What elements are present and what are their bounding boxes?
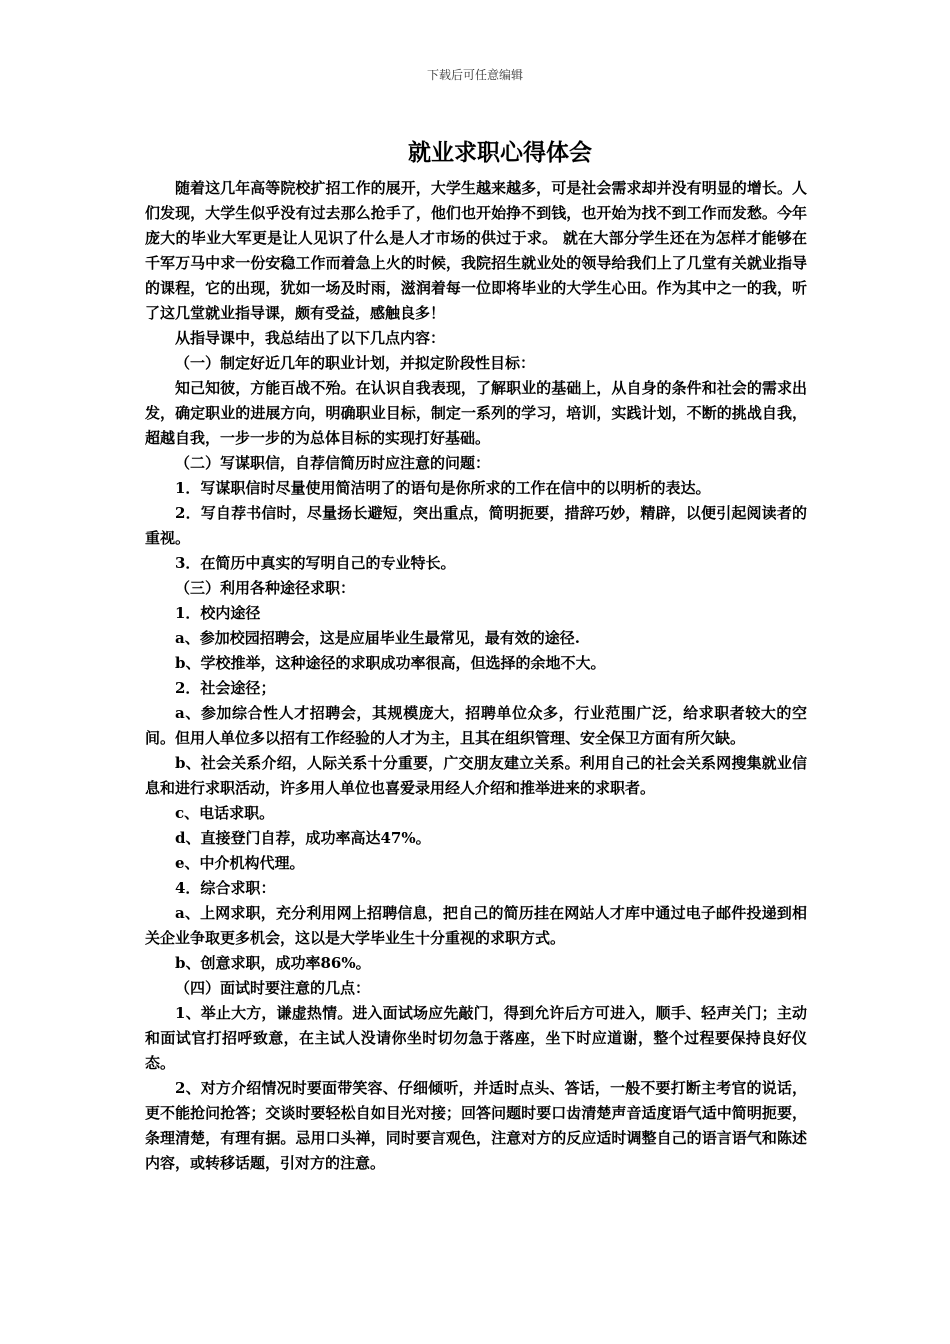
section-heading: （三）利用各种途径求职： xyxy=(175,579,356,597)
list-item: 2．写自荐书信时，尽量扬长避短，突出重点，简明扼要，措辞巧妙，精辟，以便引起阅读者的重视。 xyxy=(145,504,807,547)
document-body xyxy=(145,176,807,1176)
list-item: a、上网求职，充分利用网上招聘信息，把自己的简历挂在网站人才库中通过电子邮件投递到相关企业争取更多机会，这以是大学毕业生十分重视的求职方式。 xyxy=(145,904,807,947)
list-item: b、创意求职，成功率86%。 xyxy=(175,954,371,972)
page-header: 下载后可任意编辑 xyxy=(426,68,523,82)
list-item: b、学校推举，这种途径的求职成功率很高，但选择的余地不大。 xyxy=(175,654,606,672)
list-item: a、参加校园招聘会，这是应届毕业生最常见，最有效的途径. xyxy=(175,629,580,647)
list-item: 1．校内途径 xyxy=(175,604,261,622)
list-item: c、电话求职。 xyxy=(175,804,275,822)
list-item: 2、对方介绍情况时要面带笑容、仔细倾听，并适时点头、答话，一般不要打断主考官的说话，更不能抢问抢答；交谈时要轻松自如目光对接；回答问题时要口齿清楚声音适度语气适中简明扼要，条理清楚，有理有据。忌用口头禅，同时要言观色，注意对方的反应适时调整自己的语言语气和陈述内容，或转移话题，引对方的注意。 xyxy=(145,1079,807,1172)
paragraph: 随着这几年高等院校扩招工作的展开，大学生越来越多，可是社会需求却并没有明显的增长。人们发现，大学生似乎没有过去那么抢手了，他们也开始挣不到钱，也开始为找不到工作而发愁。今年庞大的毕业大军更是让人见识了什么是人才市场的供过于求。 就在大部分学生还在为怎样才能够在千军万马中求一份安稳工作而着急上火的时候，我院招生就业处的领导给我们上了几堂有关就业指导的课程，它的出现，犹如一场及时雨，滋润着每一位即将毕业的大学生心田。作为其中之一的我，听了这几堂就业指导课，颇有受益，感触良多！ xyxy=(145,179,807,322)
list-item: 1．写谋职信时尽量使用简洁明了的语句是你所求的工作在信中的以明析的表达。 xyxy=(175,479,711,497)
list-item: b、社会关系介绍，人际关系十分重要，广交朋友建立关系。利用自己的社会关系网搜集就业信息和进行求职活动，许多用人单位也喜爱录用经人介绍和推举进来的求职者。 xyxy=(145,754,807,797)
list-item: d、直接登门自荐，成功率高达47%。 xyxy=(175,829,431,847)
section-heading: （二）写谋职信，自荐信简历时应注意的问题： xyxy=(175,454,491,472)
paragraph: 从指导课中，我总结出了以下几点内容： xyxy=(175,329,446,347)
section-heading: （四）面试时要注意的几点： xyxy=(175,979,371,997)
list-item: 4．综合求职： xyxy=(175,879,276,897)
paragraph: 知己知彼，方能百战不殆。在认识自我表现，了解职业的基础上，从自身的条件和社会的需求出发，确定职业的进展方向，明确职业目标，制定一系列的学习，培训，实践计划，不断的挑战自我，超越自我，一步一步的为总体目标的实现打好基础。 xyxy=(145,379,807,447)
list-item: e、中介机构代理。 xyxy=(175,854,305,872)
list-item: 1、举止大方，谦虚热情。进入面试场应先敲门，得到允许后方可进入，顺手、轻声关门；主动和面试官打招呼致意，在主试人没请你坐时切勿急于落座，坐下时应道谢，整个过程要保持良好仪态。 xyxy=(145,1004,807,1072)
list-item: a、参加综合性人才招聘会，其规模庞大，招聘单位众多，行业范围广泛，给求职者较大的空间。但用人单位多以招有工作经验的人才为主，且其在组织管理、安全保卫方面有所欠缺。 xyxy=(145,704,807,747)
document-title: 就业求职心得体会 xyxy=(408,139,592,166)
list-item: 2．社会途径； xyxy=(175,679,276,697)
list-item: 3．在简历中真实的写明自己的专业特长。 xyxy=(175,554,456,572)
section-heading: （一）制定好近几年的职业计划，并拟定阶段性目标： xyxy=(175,354,536,372)
